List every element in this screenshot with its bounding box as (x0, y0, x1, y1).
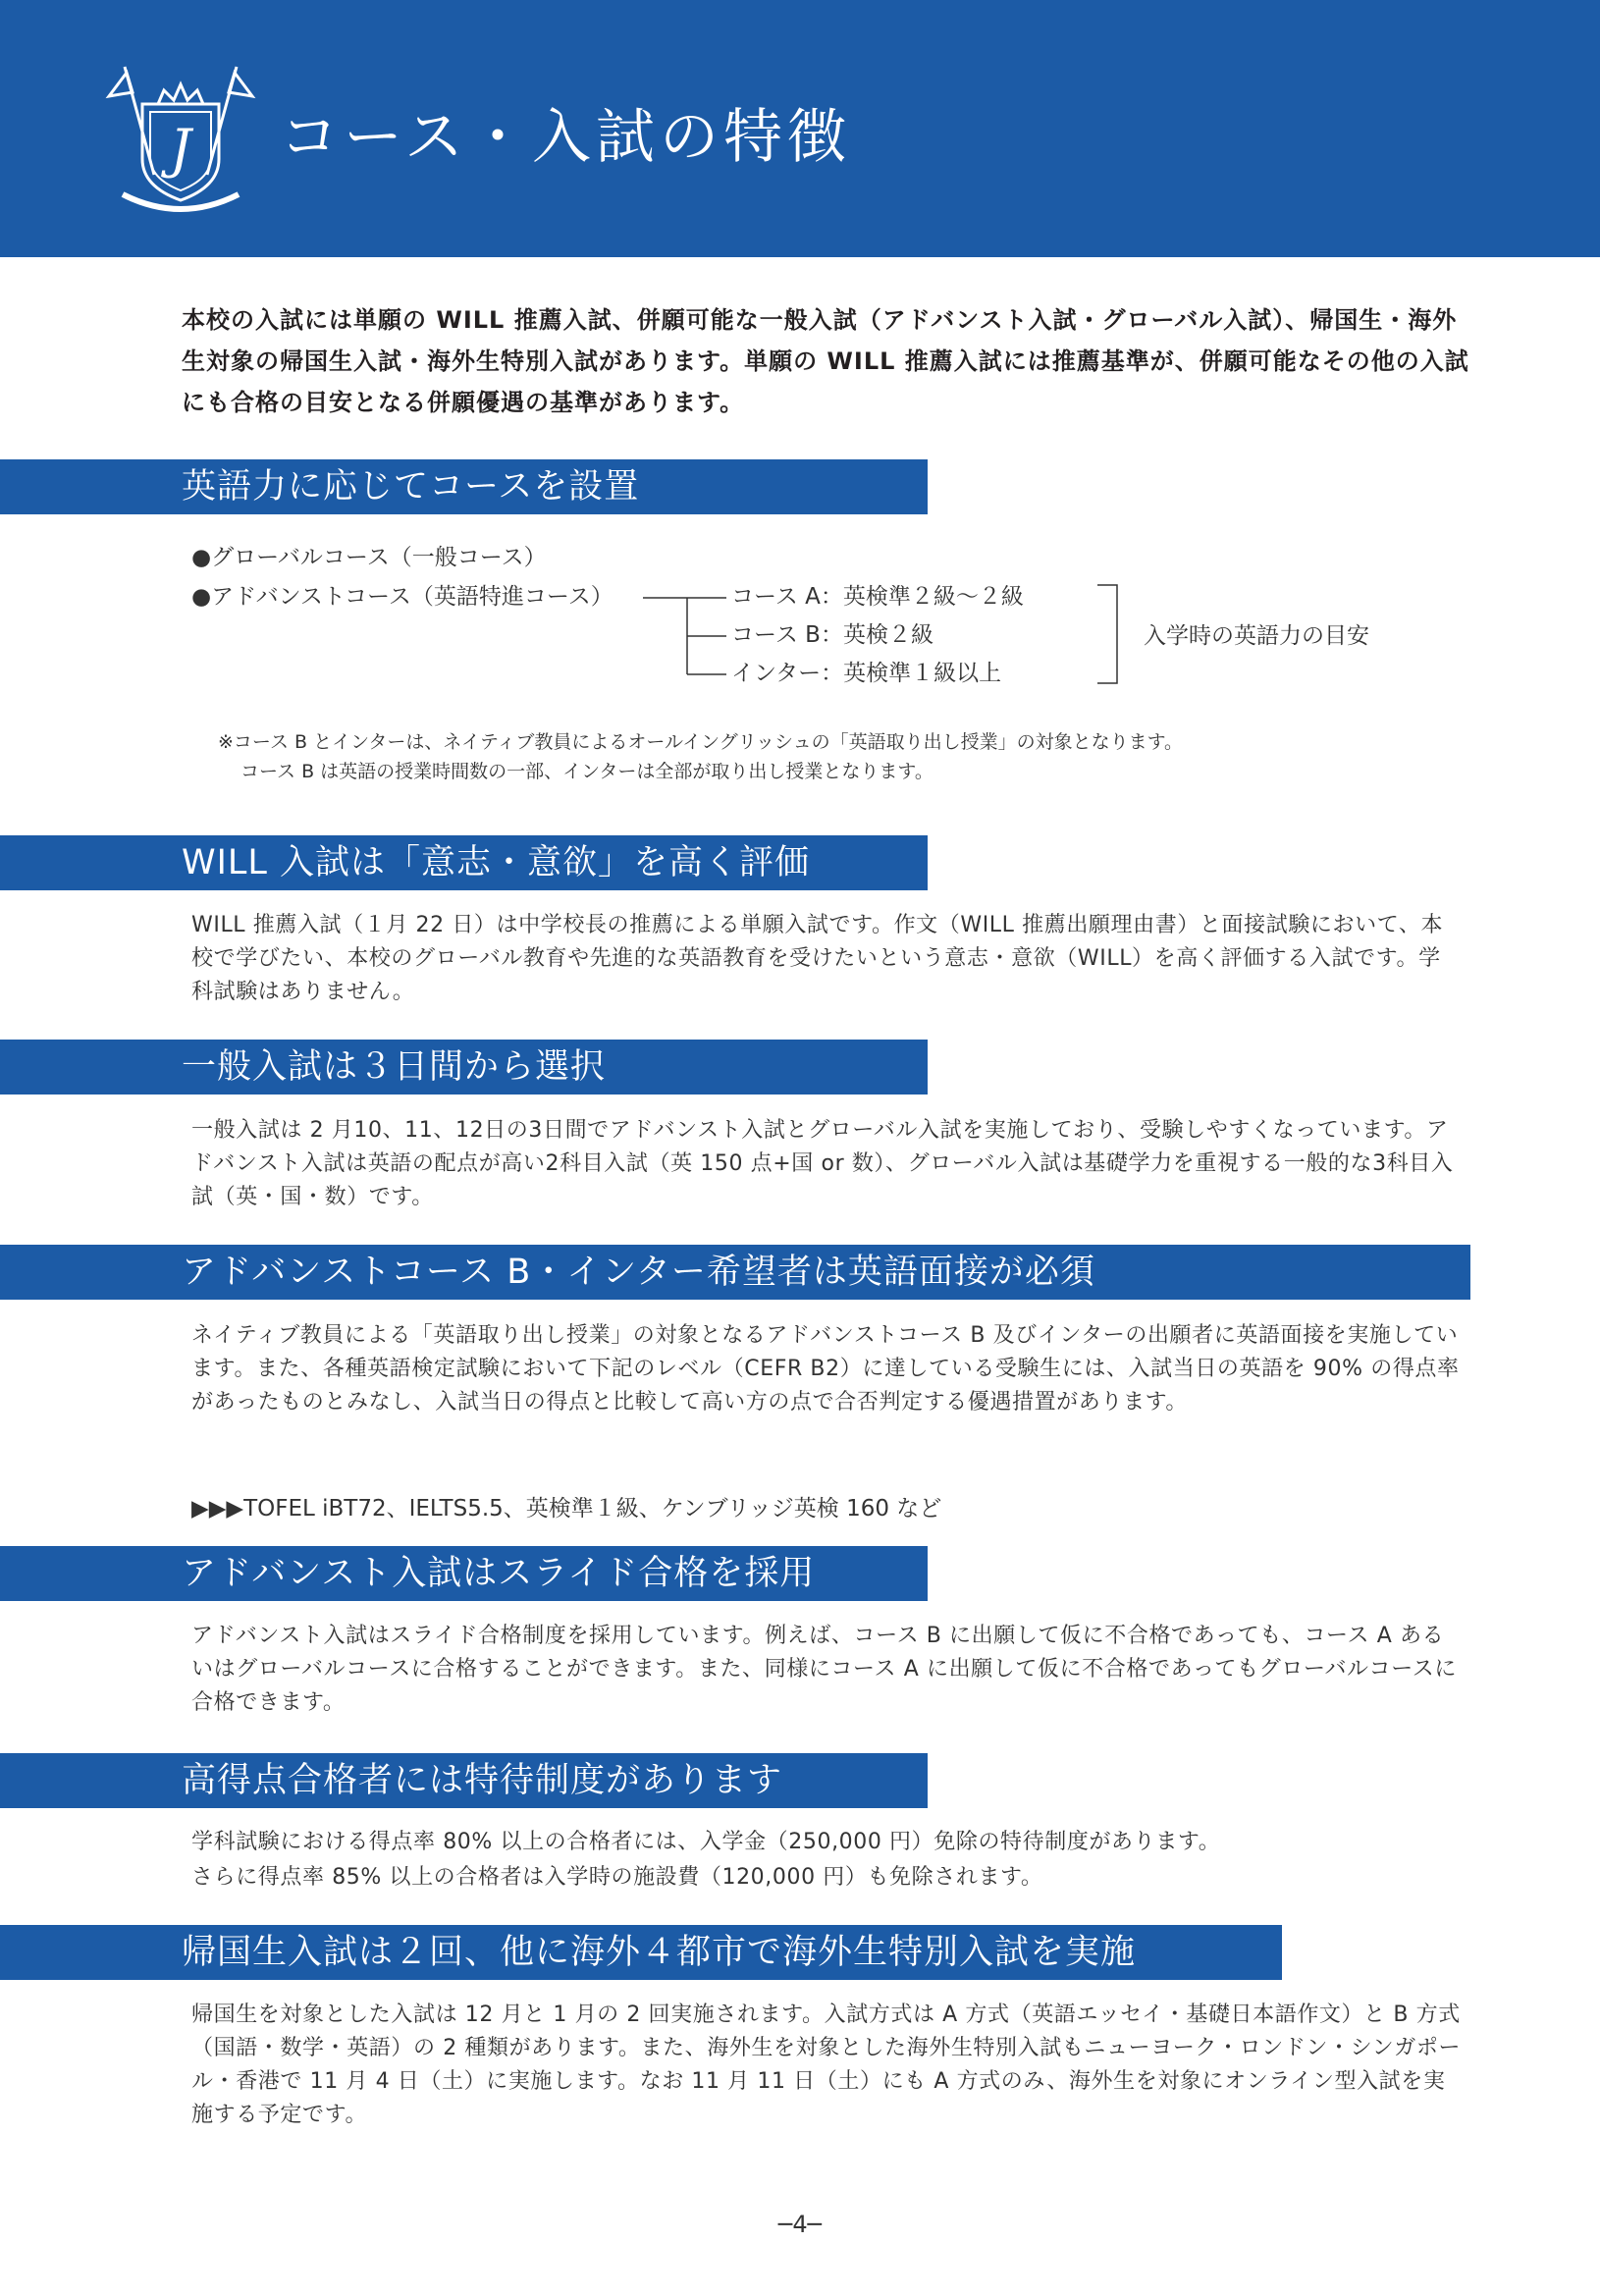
general-body: 一般入試は 2 月10、11、12日の3日間でアドバンスト入試とグローバル入試を実施しており、受験しやすくなっています。アドバンスト入試は英語の配点が高い2科目入試（英 150 点+国 or 数）、グローバル入試は基礎学力を重視する一般的な3科目入試（英・国・数）です。 (191, 1118, 1454, 1209)
slide-body: アドバンスト入試はスライド合格制度を採用しています。例えば、コース B に出願して仮に不合格であっても、コース A あるいはグローバルコースに合格することができます。また、同様にコース A に出願して仮に不合格であってもグローバルコースに合格できます。 (191, 1624, 1457, 1715)
interview-body: ネイティブ教員による「英語取り出し授業」の対象となるアドバンストコース B 及びインターの出願者に英語面接を実施しています。また、各種英語検定試験において下記のレベル（CEFR B2）に達している受験生には、入試当日の英語を 90% の得点率があったものとみなし、入試当日の得点と比較して高い方の点で合否判定する優遇措置があります。 (191, 1323, 1460, 1415)
svg-text:J: J (170, 118, 191, 180)
section-header-will (0, 835, 928, 890)
scholarship-line-1: 学科試験における得点率 80% 以上の合格者には、入学金（250,000 円）免除の特待制度があります。 (191, 1830, 1221, 1854)
section-header-general (0, 1040, 928, 1095)
page-title: コース・入試の特徴 (280, 103, 851, 172)
bracket-label: 入学時の英語力の目安 (1144, 623, 1369, 649)
course-b-item: コース B：英検２級 (731, 622, 933, 648)
section-title: 高得点合格者には特待制度があります (182, 1761, 783, 1800)
course-a-item: コース A：英検準２級～２級 (731, 584, 1024, 610)
section-title: アドバンスト入試はスライド合格を採用 (182, 1554, 816, 1593)
course-note-2: コース B は英語の授業時間数の一部、インターは全部が取り出し授業となります。 (240, 761, 933, 782)
qualification-list: ▶▶▶TOFEL iBT72、IELTS5.5、英検準１級、ケンブリッジ英検 160 など (191, 1496, 942, 1522)
inter-course-item: インター：英検準１級以上 (731, 661, 1002, 686)
school-crest-icon (103, 57, 258, 216)
page-header (0, 0, 1600, 257)
returnee-body: 帰国生を対象とした入試は 12 月と 1 月の 2 回実施されます。入試方式は A 方式（英語エッセイ・基礎日本語作文）と B 方式（国語・数学・英語）の 2 種類があります。また、海外生を対象とした海外生特別入試もニューヨーク・ロンドン・シンガポール・香港で 11 月 4 日（土）に実施します。なお 11 月 11 日（土）にも A 方式のみ、海外生を対象にオンライン型入試を実施する予定です。 (191, 2002, 1462, 2127)
section-title: 英語力に応じてコースを設置 (182, 467, 640, 507)
section-title: 帰国生入試は２回、他に海外４都市で海外生特別入試を実施 (182, 1933, 1137, 1972)
global-course-item: ●グローバルコース（一般コース） (191, 545, 547, 570)
section-header-slide (0, 1546, 928, 1601)
scholarship-line-2: さらに得点率 85% 以上の合格者は入学時の施設費（120,000 円）も免除されます。 (191, 1865, 1043, 1890)
page-number: ─4─ (777, 2211, 823, 2238)
section-header-interview (0, 1245, 1470, 1300)
section-title: 一般入試は３日間から選択 (182, 1047, 607, 1087)
section-header-scholarship (0, 1753, 928, 1808)
course-note-1: ※コース B とインターは、ネイティブ教員によるオールイングリッシュの「英語取り出し授業」の対象となります。 (218, 731, 1184, 753)
section-header-returnee (0, 1925, 1282, 1980)
section-title: WILL 入試は「意志・意欲」を高く評価 (182, 843, 811, 882)
intro-text: 本校の入試には単願の WILL 推薦入試、併願可能な一般入試（アドバンスト入試・グローバル入試）、帰国生・海外生対象の帰国生入試・海外生特別入試があります。単願の WILL 推薦入試には推薦基準が、併願可能なその他の入試にも合格の目安となる併願優遇の基準があります。 (182, 306, 1469, 416)
will-body: WILL 推薦入試（１月 22 日）は中学校長の推薦による単願入試です。作文（WILL 推薦出願理由書）と面接試験において、本校で学びたい、本校のグローバル教育や先進的な英語教育を受けたいという意志・意欲（WILL）を高く評価する入試です。学科試験はありません。 (191, 913, 1444, 1004)
section-title: アドバンストコース B・インター希望者は英語面接が必須 (182, 1253, 1095, 1292)
section-header-courses (0, 459, 928, 514)
advanced-course-item: ●アドバンストコース（英語特進コース） (191, 584, 613, 610)
